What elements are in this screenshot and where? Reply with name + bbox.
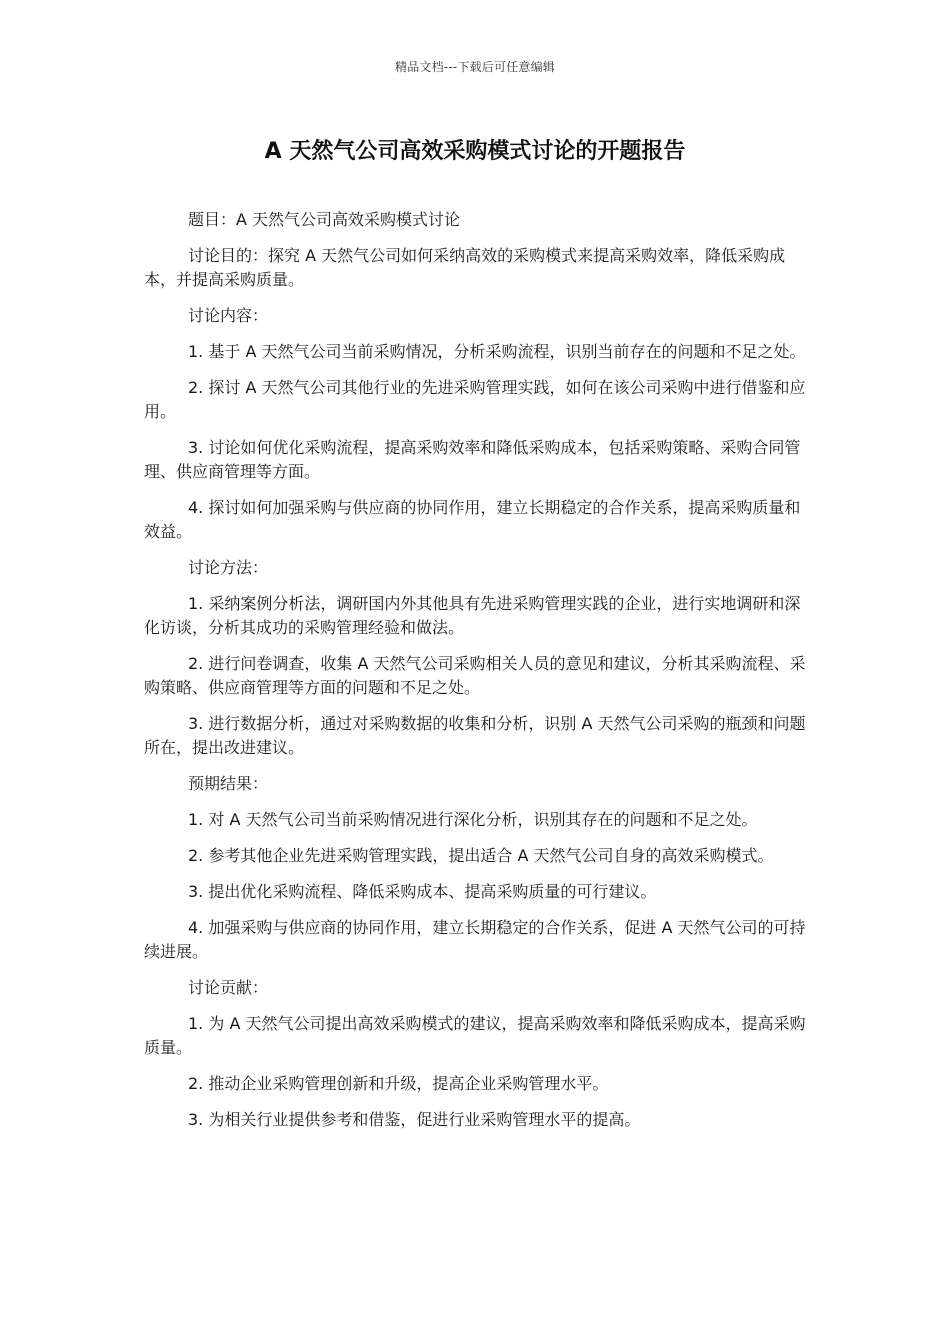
document-title: A 天然气公司高效采购模式讨论的开题报告 <box>264 139 686 164</box>
method-item-2: 2. 进行问卷调查，收集 A 天然气公司采购相关人员的意见和建议，分析其采购流程、采购策略、供应商管理等方面的问题和不足之处。 <box>144 654 806 697</box>
result-item-2: 2. 参考其他企业先进采购管理实践，提出适合 A 天然气公司自身的高效采购模式。 <box>188 846 774 865</box>
result-item-1: 1. 对 A 天然气公司当前采购情况进行深化分析，识别其存在的问题和不足之处。 <box>188 810 758 829</box>
result-item-4: 4. 加强采购与供应商的协同作用，建立长期稳定的合作关系，促进 A 天然气公司的可持续进展。 <box>144 918 806 961</box>
content-item-4: 4. 探讨如何加强采购与供应商的协同作用，建立长期稳定的合作关系，提高采购质量和效益。 <box>144 498 801 541</box>
content-item-1: 1. 基于 A 天然气公司当前采购情况，分析采购流程，识别当前存在的问题和不足之处。 <box>188 342 806 361</box>
topic-paragraph: 题目：A 天然气公司高效采购模式讨论 <box>188 210 461 229</box>
contribution-heading: 讨论贡献： <box>188 978 269 997</box>
document-body <box>144 208 808 1144</box>
contribution-item-3: 3. 为相关行业提供参考和借鉴，促进行业采购管理水平的提高。 <box>188 1110 641 1129</box>
content-item-3: 3. 讨论如何优化采购流程，提高采购效率和降低采购成本，包括采购策略、采购合同管理、供应商管理等方面。 <box>144 438 801 481</box>
result-heading: 预期结果： <box>188 774 269 793</box>
purpose-paragraph: 讨论目的：探究 A 天然气公司如何采纳高效的采购模式来提高采购效率，降低采购成本，并提高采购质量。 <box>144 246 786 289</box>
result-item-3: 3. 提出优化采购流程、降低采购成本、提高采购质量的可行建议。 <box>188 882 657 901</box>
header-note: 精品文档---下载后可任意编辑 <box>395 60 555 74</box>
method-item-1: 1. 采纳案例分析法，调研国内外其他具有先进采购管理实践的企业，进行实地调研和深化访谈，分析其成功的采购管理经验和做法。 <box>144 594 801 637</box>
method-item-3: 3. 进行数据分析，通过对采购数据的收集和分析，识别 A 天然气公司采购的瓶颈和问题所在，提出改进建议。 <box>144 714 806 757</box>
content-item-2: 2. 探讨 A 天然气公司其他行业的先进采购管理实践，如何在该公司采购中进行借鉴和应用。 <box>144 378 806 421</box>
content-heading: 讨论内容： <box>188 306 269 325</box>
contribution-item-2: 2. 推动企业采购管理创新和升级，提高企业采购管理水平。 <box>188 1074 609 1093</box>
method-heading: 讨论方法： <box>188 558 269 577</box>
contribution-item-1: 1. 为 A 天然气公司提出高效采购模式的建议，提高采购效率和降低采购成本，提高采购质量。 <box>144 1014 806 1057</box>
